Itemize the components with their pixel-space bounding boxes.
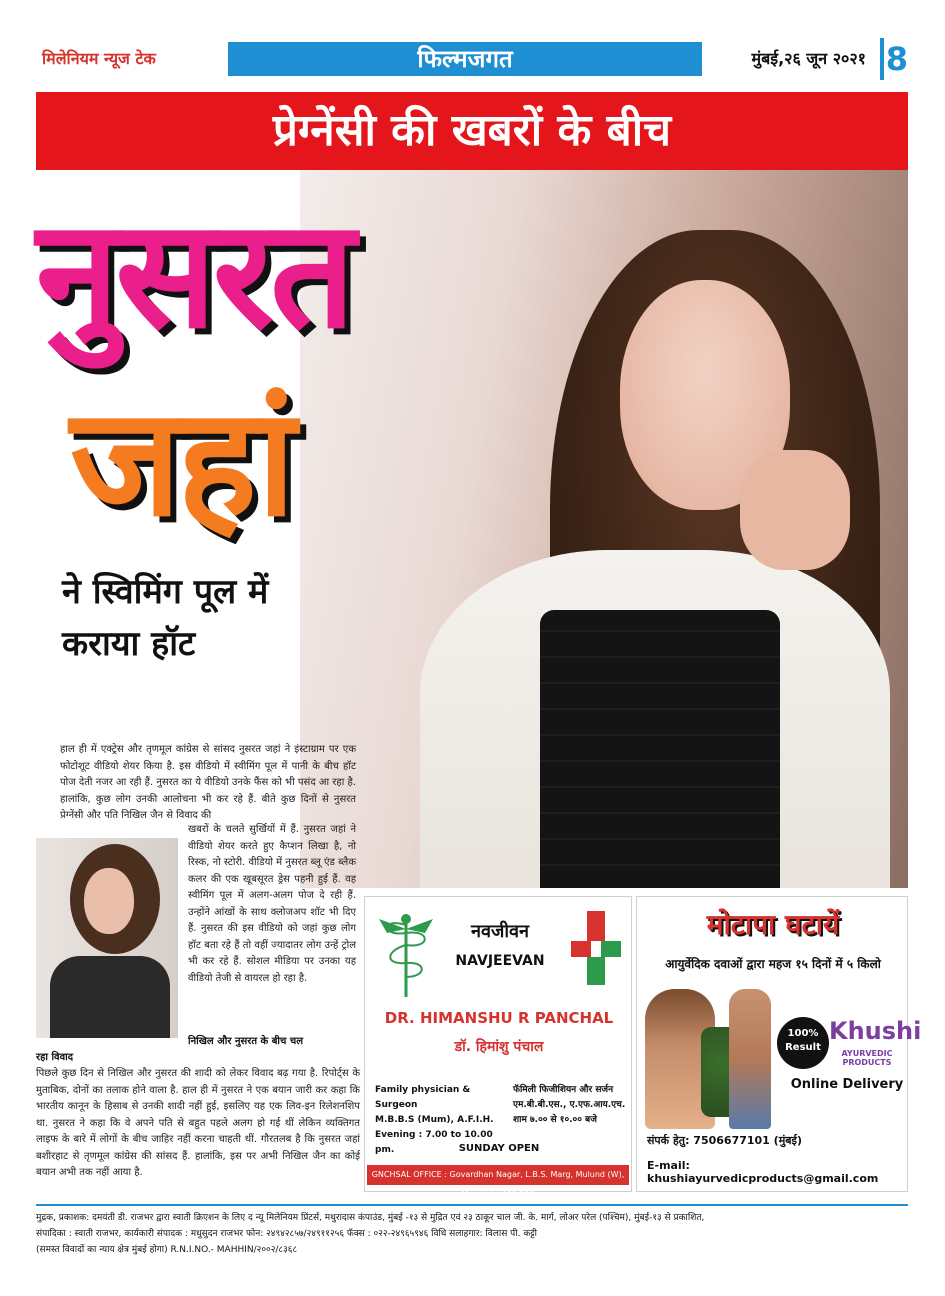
photo-top-shape (540, 610, 780, 888)
sunday-open-label: SUNDAY OPEN (458, 1143, 540, 1154)
office-address: GNCHSAL OFFICE : Govardhan Nagar, L.B.S. Marg, Mulund (W), Mumbai - 400 080 (367, 1165, 629, 1185)
article-paragraph-3: पिछले कुछ दिन से निखिल और नुसरत की शादी को लेकर विवाद बढ़ गया है. रिपोर्ट्स के मुताबिक, दोनों का तलाक होने वाला है. हाल ही में नुसरत ने एक बयान जारी कर कहा कि भारतीय कानून के हिसाब से उनकी शादी नहीं हुई, इसलिए यह एक लिव-इन रिलेशनशिप था. नुसरत ने कहा कि वे अपने पति से बहुत पहले अलग हो गई थीं लेकिन व्यक्तिगत लाइफ के बारे में लोगों के बीच जाहिर नहीं करना चाहती थीं. गौरतलब है कि नुसरत जहां बशीरहाट से तृणमूल कांग्रेस की सांसद हैं. हालांकि, इस पर अभी निखिल जैन का कोई बयान अभी तक नहीं आया है. (36, 1068, 360, 1178)
imprint-line-2: संपादिका : स्वाती राजभर, कार्यकारी संपादक : मधुसुदन राजभर फोन: २४९४२८५७/२४९११२५६ फॅक्स : ०२२-२४९६५९४६ विधि सलाहगार: विलास पी. कट्टी (36, 1229, 537, 1239)
ad-subtitle: आयुर्वेदिक दवाओं द्वारा महज १५ दिनों में ५ किलो (665, 957, 881, 971)
photo-hand-shape (740, 450, 850, 570)
badge-result: Result (785, 1042, 821, 1053)
paper-name: मिलेनियम न्यूज टेक (42, 49, 156, 68)
qualification-line: एम.बी.बी.एस., ए.एफ.आय.एच. (513, 1100, 626, 1110)
online-delivery-label: Online Delivery (790, 1077, 904, 1092)
page-number: 8 (880, 38, 908, 80)
inset-photo (36, 838, 178, 1038)
brand-tagline: AYURVEDIC PRODUCTS (841, 1049, 893, 1067)
subheadline: ने स्विमिंग पूल में कराया हॉट (62, 572, 269, 664)
article-paragraph-2: खबरों के चलते सुर्खियों में हैं. नुसरत जहां ने वीडियो शेयर करते हुए कैप्शन लिखा है, नो रिस्क, नो स्टोरी. वीडियो में नुसरत ब्लू एंड ब्लैक कलर की एक खूबसूरत ड्रेस पहनी हुई हैं. वह स्वीमिंग पूल में अलग-अलग पोज दे रही हैं. उन्होंने आंखों के साथ क्लोजअप शॉट भी दिए हैं. नुसरत की इस वीडियो को जहां कुछ लोग हॉट बता रहे हैं तो वहीं ज्यादातर लोग उन्हें ट्रोल भी कर रहे हैं. सोशल मीडिया पर उनका यह वीडियो तेजी से वायरल हो रहा है. (188, 824, 356, 984)
doctor-name-hindi: डॉ. हिमांशु पंचाल (454, 1039, 544, 1055)
doctor-name-english: DR. HIMANSHU R PANCHAL (384, 1009, 614, 1027)
edition-date: मुंबई,२६ जून २०२१ (751, 49, 866, 68)
timing-line: शाम ७.०० से १०.०० बजे (513, 1115, 597, 1125)
section-heading-left: रहा विवाद (36, 1052, 74, 1063)
headline-line-2: जहां (70, 376, 292, 550)
qualification-line: फॅमिली फिजीशियन और सर्जन (513, 1085, 614, 1095)
section-heading-right: निखिल और नुसरत के बीच चल (188, 1036, 303, 1047)
inset-face-shape (84, 868, 134, 934)
imprint-footer (36, 1204, 908, 1266)
kicker-banner: प्रेग्नेंसी की खबरों के बीच (36, 92, 908, 170)
contact-email: E-mail: khushiayurvedicproducts@gmail.com (647, 1159, 879, 1185)
clinic-name-english: NAVJEEVAN (455, 953, 545, 969)
model-man-image (729, 989, 771, 1129)
masthead (36, 38, 908, 80)
qualifications-hindi (513, 1083, 629, 1128)
headline-line-1: नुसरत (36, 188, 352, 362)
section-title: फिल्मजगत (228, 42, 702, 76)
qualification-line: Family physician & Surgeon (375, 1085, 471, 1110)
timing-line: Evening : 7.00 to 10.00 pm. (375, 1130, 493, 1155)
caduceus-icon (377, 911, 435, 999)
imprint-line-1: मुद्रक, प्रकाशक: दमयंती डी. राजभर द्वारा स्वाती क्रिएशन के लिए द न्यू मिलेनियम प्रिंटर्स, मथुरादास कंपाउंड, मुंबई -१३ से मुद्रित एवं २३ ठाकूर चाल जी. के. मार्ग, लोअर परेल (पश्चिम), मुंबई-१३ से प्रकाशित, (36, 1213, 705, 1223)
ad-khushi (636, 896, 922, 1192)
result-badge (777, 1017, 829, 1069)
article-paragraph-1: हाल ही में एक्ट्रेस और तृणमूल कांग्रेस से सांसद नुसरत जहां ने इंस्टाग्राम पर एक फोटोशूट वीडियो शेयर किया है. इस वीडियो में स्वीमिंग पूल में पानी के बीच हॉट पोज देती नजर आ रही हैं. नुसरत का ये वीडियो उनके फैंस को भी पसंद आ रहा है. हालांकि, कुछ लोग उनकी आलोचना भी कर रहे हैं. बीते कुछ दिनों से नुसरत प्रेग्नेंसी और पति निखिल जैन से विवाद की (60, 744, 356, 821)
ad-title: मोटापा घटायें (706, 908, 840, 941)
badge-percent: 100% (787, 1028, 819, 1039)
contact-phone: संपर्क हेतु: 7506677101 (मुंबई) (647, 1134, 802, 1147)
medical-cross-icon (571, 911, 621, 985)
clinic-name-hindi: नवजीवन (470, 921, 529, 942)
inset-top-shape (50, 956, 170, 1038)
brand-logo-text: Khushi (829, 1017, 922, 1045)
imprint-line-3: (समस्त विवादों का न्याय क्षेत्र मुंबई होगा) R.N.I.NO.- MAHHIN/२००२/८३६८ (36, 1245, 298, 1255)
qualification-line: M.B.B.S (Mum), A.F.I.H. (375, 1115, 494, 1125)
ad-navjeevan (364, 896, 632, 1199)
